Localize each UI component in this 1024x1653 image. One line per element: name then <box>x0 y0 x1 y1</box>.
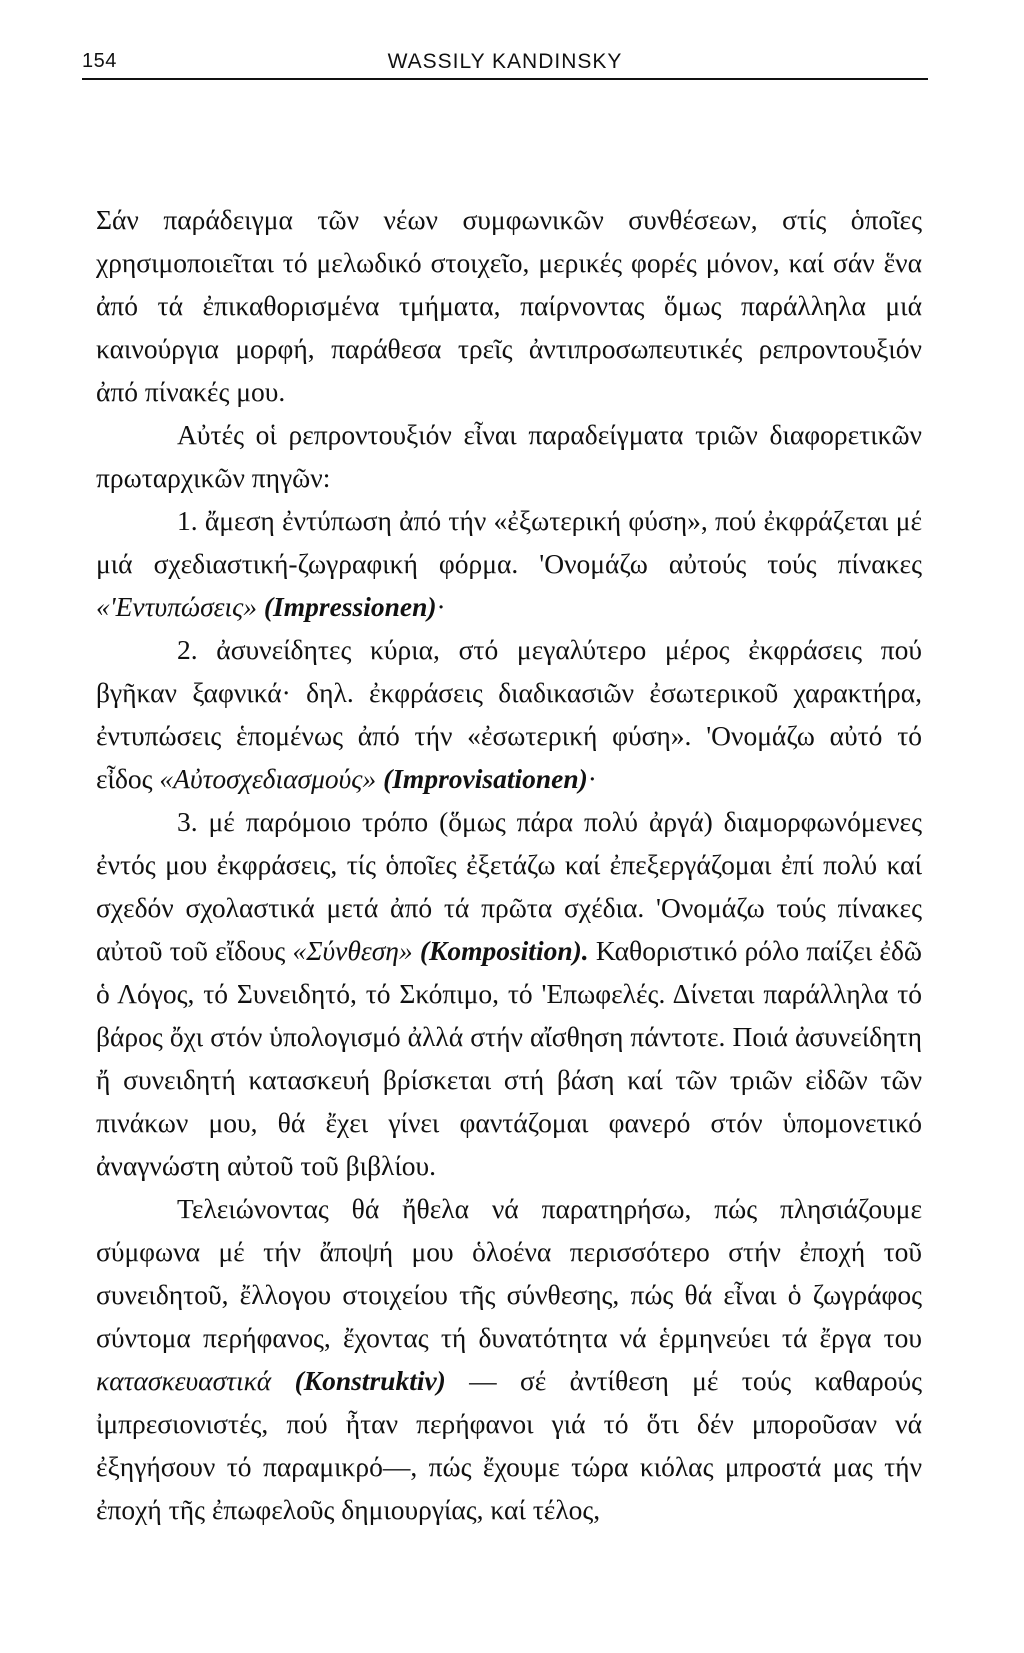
list-item-3-term-german: (Komposition). <box>419 935 589 966</box>
paragraph-final-term-greek: κατασκευαστικά <box>96 1365 272 1396</box>
list-item-2-term-german: (Improvisationen) <box>383 763 588 794</box>
paragraph-2: Αὐτές οἱ ρεπροντουξιόν εἶναι παραδείγματα τριῶν διαφορετικῶν πρωταρχικῶν πηγῶν: <box>96 419 922 493</box>
paragraph-final-rest: — σέ ἀντίθεση μέ τούς καθαρούς ἰμπρεσιονιστές, πού ἦταν περήφανοι γιά τό ὅτι δέν μποροῦσαν νά ἐξηγήσουν τό παραμικρό—, πώς ἔχουμε τώρα κιόλας μπροστά μας τήν ἐποχή τῆς ἐπωφελοῦς δημιουργίας, καί τέλος, <box>96 1365 922 1525</box>
list-item-2-end: · <box>587 763 597 794</box>
list-item-1-term-greek: «'Εντυπώσεις» <box>96 591 258 622</box>
list-item-1 <box>96 499 922 628</box>
list-item-3-text: 3. μέ παρόμοιο τρόπο (ὅμως πάρα πολύ ἀργά) διαμορφωνόμενες ἐντός μου ἐκφράσεις, τίς ὁποῖες ἐξετάζω καί ἐπεξεργάζομαι ἐπί πολύ καί σχεδόν σχολαστικά μετά ἀπό τά πρῶτα σχέδια. 'Ονομάζω τούς πίνακες αὐτοῦ τοῦ εἴδους <box>96 806 922 966</box>
list-item-2 <box>96 628 922 800</box>
list-item-3-term-greek: «Σύνθεση» <box>292 935 413 966</box>
paragraph-final-text: Τελειώνοντας θά ἤθελα νά παρατηρήσω, πώς πλησιάζουμε σύμφωνα μέ τήν ἄποψή μου ὁλοένα περισσότερο στήν ἐποχή τοῦ συνειδητοῦ, ἔλλογου στοιχείου τῆς σύνθεσης, πώς θά εἶναι ὁ ζωγράφος σύντομα περήφανος, ἔχοντας τή δυνατότητα νά ἑρμηνεύει τά ἔργα του <box>96 1193 922 1353</box>
list-item-1-term-german: (Impressionen) <box>263 591 437 622</box>
list-item-3-rest: Καθοριστικό ρόλο παίζει ἐδῶ ὁ Λόγος, τό Συνειδητό, τό Σκόπιμο, τό 'Επωφελές. Δίνεται παράλληλα τό βάρος ὄχι στόν ὑπολογισμό ἀλλά στήν αἴσθηση πάντοτε. Ποιά ἀσυνείδητη ἤ συνειδητή κατασκευή βρίσκεται στή βάση καί τῶν τριῶν εἰδῶν τῶν πινάκων μου, θά ἔχει γίνει φαντάζομαι φανερό στόν ὑπομονετικό ἀναγνώστη αὐτοῦ τοῦ βιβλίου. <box>96 935 922 1181</box>
list-item-1-text: 1. ἄμεση ἐντύπωση ἀπό τήν «ἐξωτερική φύση», πού ἐκφράζεται μέ μιά σχεδιαστική-ζωγραφική φόρμα. 'Ονομάζω αὐτούς τούς πίνακες <box>96 505 922 579</box>
list-item-3 <box>96 800 922 1187</box>
list-item-1-end: · <box>436 591 446 622</box>
paragraph-final-term-german: (Konstruktiv) <box>294 1365 446 1396</box>
list-item-2-term-greek: «Αὐτοσχεδιασμούς» <box>159 763 377 794</box>
paragraph-1: Σάν παράδειγμα τῶν νέων συμφωνικῶν συνθέσεων, στίς ὁποῖες χρησιμοποιεῖται τό μελωδικό στοιχεῖο, μερικές φορές μόνον, καί σάν ἕνα ἀπό τά ἐπικαθορισμένα τμήματα, παίρνοντας ὅμως παράλληλα μιά καινούργια μορφή, παράθεσα τρεῖς ἀντιπροσωπευτικές ρεπροντουξιόν ἀπό πίνακές μου. <box>96 204 922 407</box>
running-head <box>82 44 928 80</box>
running-title: WASSILY KANDINSKY <box>387 50 623 73</box>
page-number: 154 <box>82 50 117 72</box>
body-text <box>96 198 922 1531</box>
list-item-2-text: 2. ἀσυνείδητες κύρια, στό μεγαλύτερο μέρος ἐκφράσεις πού βγῆκαν ξαφνικά· δηλ. ἐκφράσεις διαδικασιῶν ἐσωτερικοῦ χαρακτήρα, ἐντυπώσεις ἑπομένως ἀπό τήν «ἐσωτερική φύση». 'Ονομάζω αὐτό τό εἶδος <box>96 634 922 794</box>
paragraph-final <box>96 1187 922 1531</box>
